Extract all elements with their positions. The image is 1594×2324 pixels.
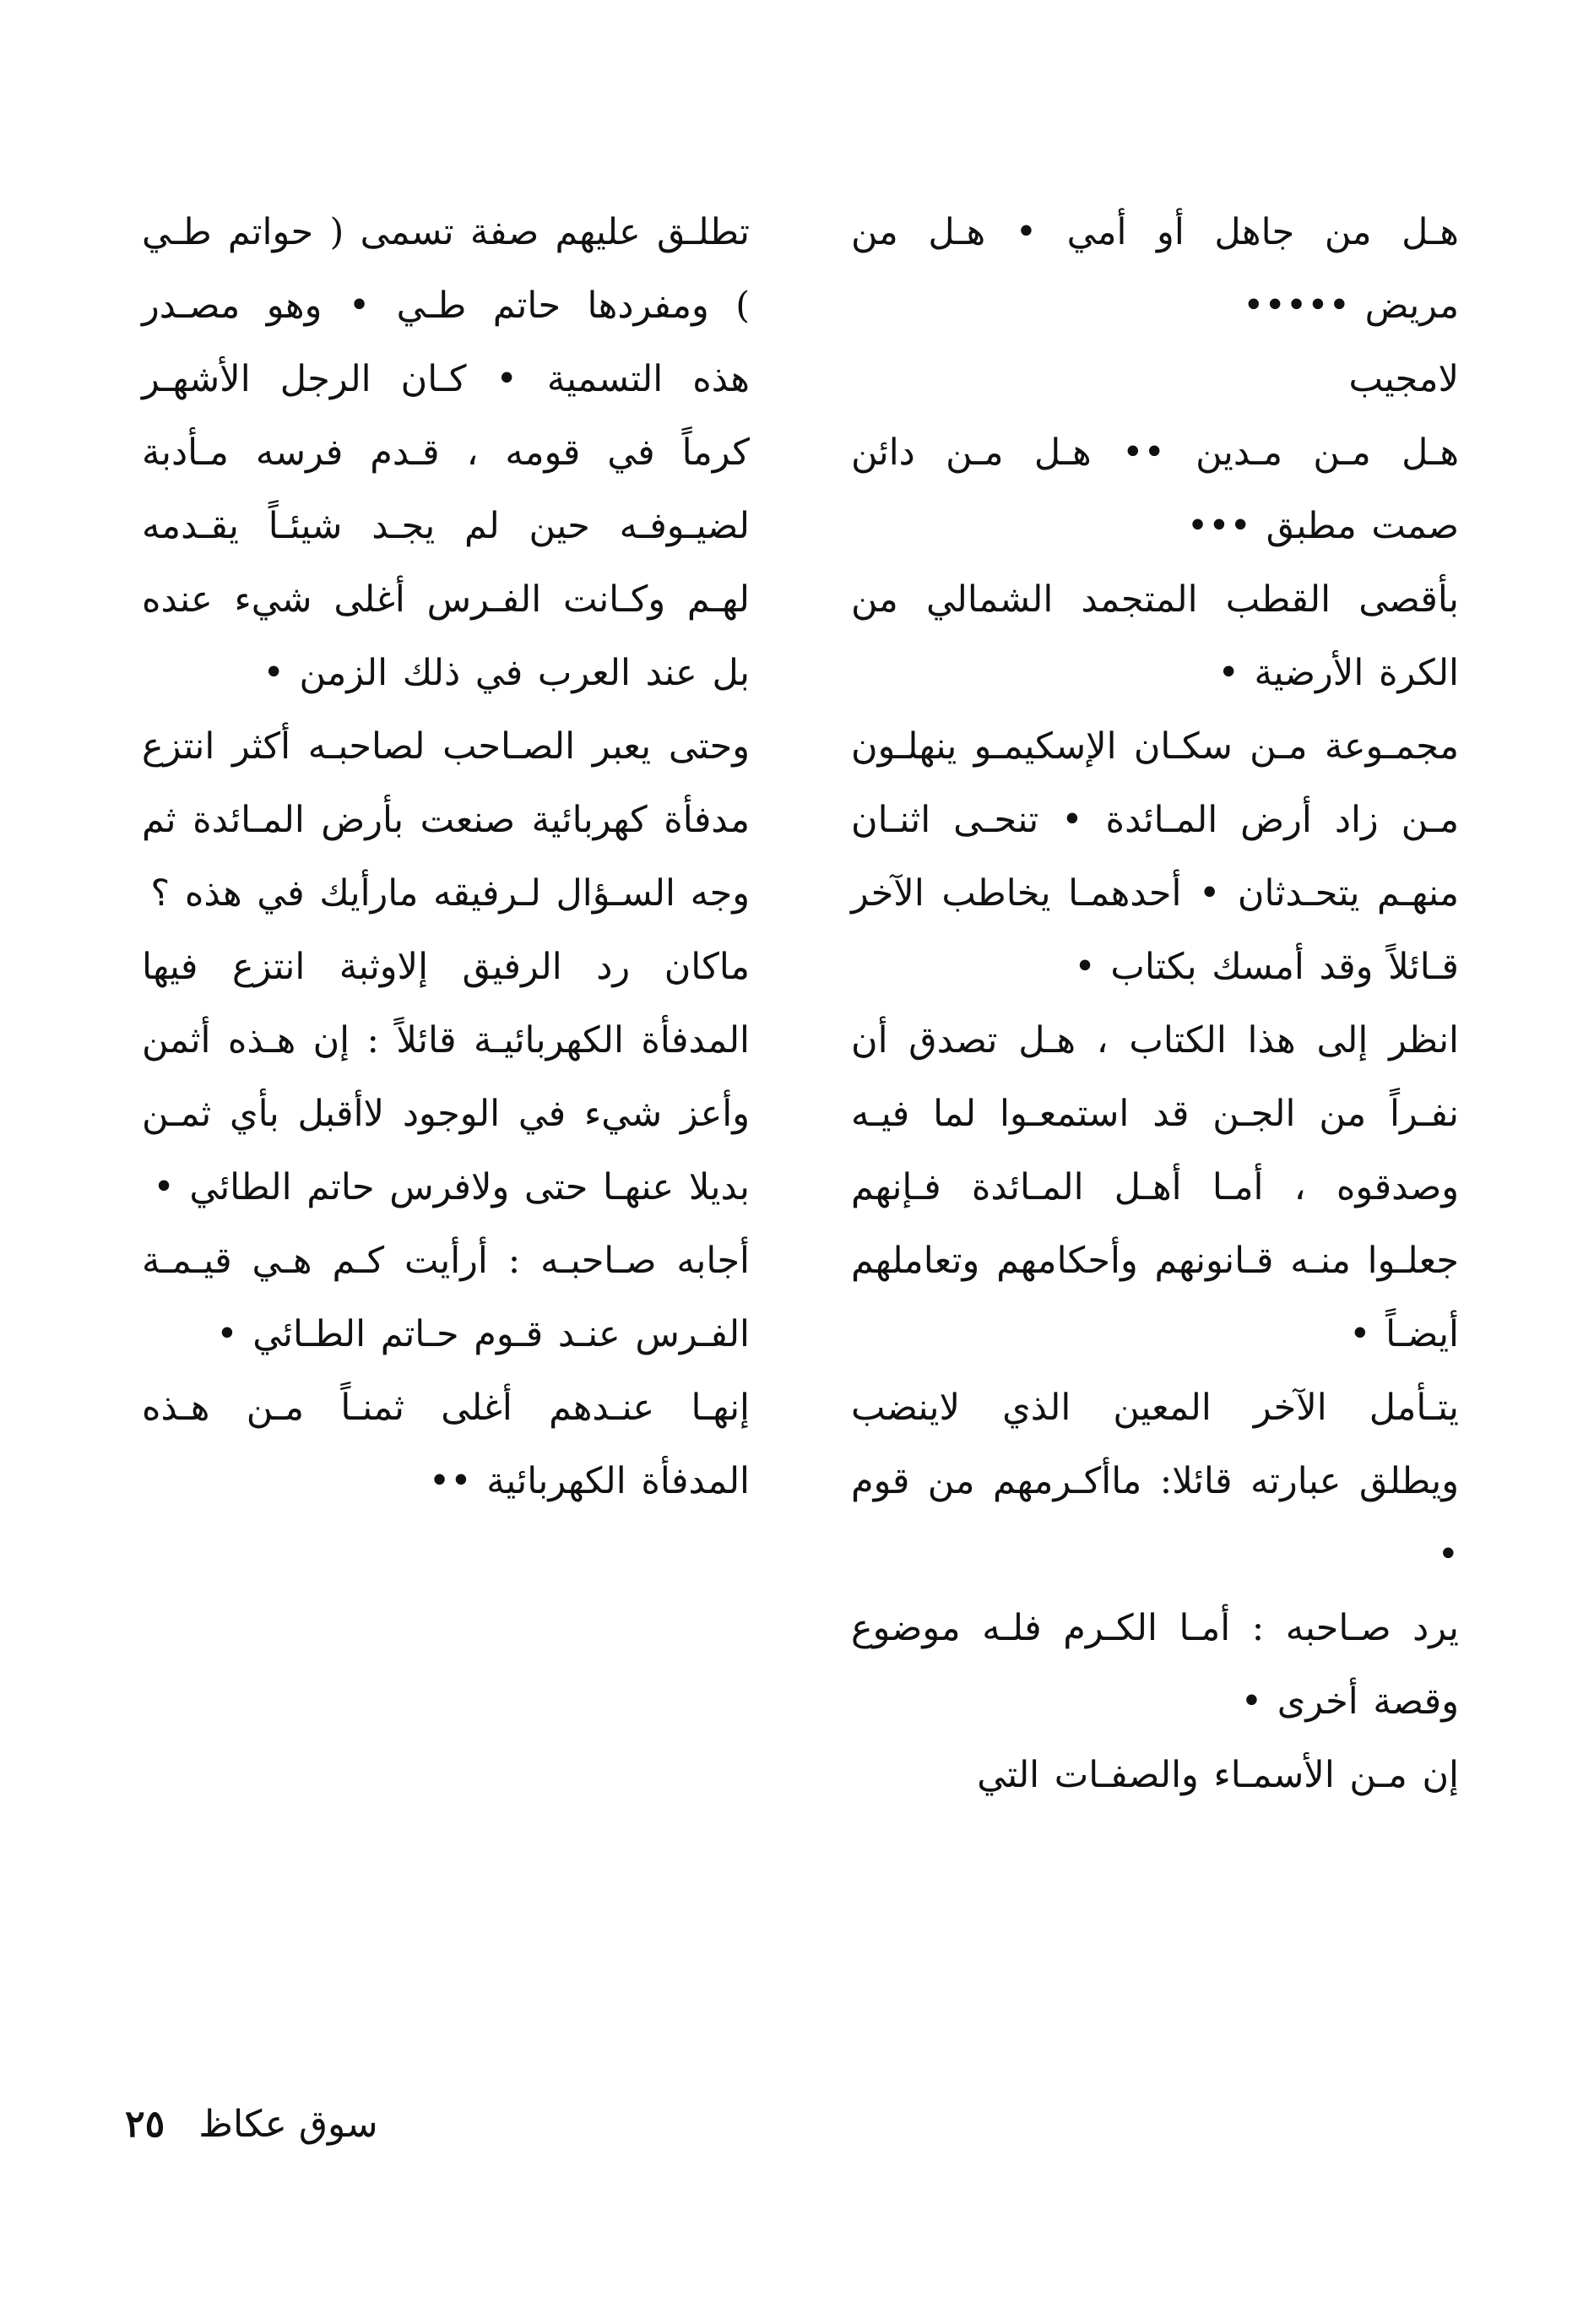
paragraph: إنهـا عنـدهم أغلى ثمنـاً مـن هـذه المدفأة الكهربائية ••	[142, 1387, 750, 1502]
text-column-right	[851, 196, 1459, 1812]
paragraph: هـل مـن مـدين •• هـل مـن دائن صمت مطبق •••	[851, 432, 1459, 547]
running-title: سوق عكاظ	[198, 2103, 378, 2146]
paragraph: انظر إلى هذا الكتاب ، هـل تصدق أن نفـراً من الجـن قد استمعـوا لما فيـه وصدقوه ، أمـا أهـل المـائدة فـإنهم جعلـوا منـه قـانونهم وأحكامهم وتعاملهم أيضـاً •	[851, 1019, 1459, 1355]
paragraph: وحتى يعبر الصـاحب لصاحبـه أكثر انتزع مدفأة كهربائية صنعت بأرض المـائدة ثم وجه السـؤال لـرفيقه مارأيك في هذه ؟	[142, 725, 750, 915]
paragraph: إن مـن الأسمـاء والصفـات التي	[977, 1754, 1459, 1796]
paragraph: تطلـق عليهم صفة تسمى ( حواتم طـي ) ومفردها حاتم طـي • وهو مصـدر هذه التسمية • كـان الرجل الأشهـر كرماً في قومه ، قـدم فرسه مـأدبة لضيـوفـه حين لم يجـد شيئـاً يقـدمه لهـم وكـانت الفـرس أغلى شيء عنده بل عند العرب في ذلك الزمن •	[142, 211, 750, 694]
paragraph: يتـأمل الآخر المعين الذي لاينضب ويطلق عبارته قائلا: ماأكـرمهم من قوم •	[851, 1387, 1459, 1576]
paragraph: يرد صـاحبه : أمـا الكـرم فلـه موضوع وقصة أخرى •	[851, 1607, 1459, 1723]
paragraph: مجمـوعة مـن سكـان الإسكيمـو ينهلـون مـن زاد أرض المـائدة • تنحـى اثنـان منهـم يتحـدثان • أحدهمـا يخاطب الآخر قـائلاً وقد أمسك بكتاب •	[851, 725, 1459, 988]
paragraph: ماكان رد الرفيق إلاوثبة انتزع فيها المدفأة الكهربائيـة قائلاً : إن هـذه أثمن وأعز شيء في الوجود لاأقبل بأي ثمـن بديلا عنهـا حتى ولافرس حاتم الطائي •	[142, 946, 750, 1208]
paragraph: أجابه صـاحبـه : أرأيت كـم هـي قيـمـة الفـرس عنـد قـوم حـاتم الطـائي •	[142, 1240, 750, 1355]
paragraph: هـل من جاهل أو أمي • هـل من مريض •••••	[851, 211, 1459, 327]
page-footer	[125, 2103, 429, 2170]
text-column-left	[142, 196, 750, 1518]
page-number: ٢٥	[125, 2103, 165, 2146]
paragraph: بأقصى القطب المتجمد الشمالي من الكرة الأرضية •	[851, 578, 1459, 694]
paragraph: لامجيب	[1348, 358, 1459, 400]
